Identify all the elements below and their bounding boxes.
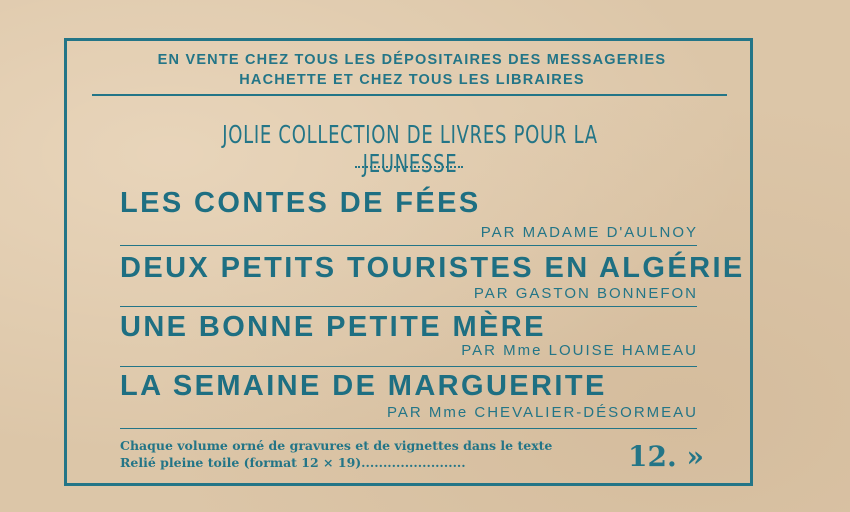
footnote-line-2: Relié pleine toile (format 12 × 19)........................: [120, 455, 466, 470]
book-rule-2: [120, 306, 697, 307]
book-title-2: DEUX PETITS TOURISTES EN ALGÉRIE: [120, 252, 745, 284]
book-rule-4: [120, 428, 697, 429]
book-author-1: PAR MADAME D'AULNOY: [480, 224, 698, 241]
book-author-2: PAR GASTON BONNEFON: [473, 285, 698, 302]
book-author-3: PAR Mme LOUISE HAMEAU: [461, 342, 698, 359]
header-line-2: HACHETTE ET CHEZ TOUS LES LIBRAIRES: [239, 72, 585, 88]
header-text: [92, 50, 732, 90]
header-line-1: EN VENTE CHEZ TOUS LES DÉPOSITAIRES DES MESSAGERIES: [157, 52, 667, 68]
book-author-4: PAR Mme CHEVALIER-DÉSORMEAU: [387, 404, 698, 421]
book-title-1: LES CONTES DE FÉES: [120, 187, 481, 219]
book-rule-1: [120, 245, 697, 246]
price: 12. »: [628, 440, 704, 473]
dotted-divider: [355, 166, 463, 168]
footnote-line-1: Chaque volume orné de gravures et de vignettes dans le texte: [120, 438, 553, 453]
collection-title: JOLIE COLLECTION DE LIVRES POUR LA JEUNESSE: [222, 120, 598, 178]
book-title-3: UNE BONNE PETITE MÈRE: [120, 311, 546, 343]
book-rule-3: [120, 366, 697, 367]
book-title-4: LA SEMAINE DE MARGUERITE: [120, 370, 607, 402]
header-rule: [92, 94, 727, 96]
